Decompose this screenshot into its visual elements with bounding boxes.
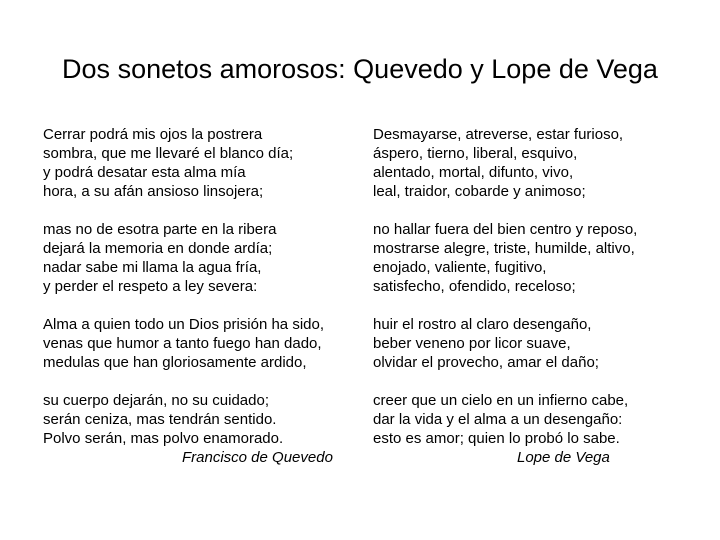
verse-line: serán ceniza, mas tendrán sentido. — [43, 411, 277, 428]
verse-line: Desmayarse, atreverse, estar furioso, — [373, 126, 624, 143]
stanza — [43, 391, 363, 467]
verse-line: nadar sabe mi llama la agua fría, — [43, 259, 262, 276]
verse-line: mostrarse alegre, triste, humilde, altivo, — [373, 240, 635, 257]
author-signature: Francisco de Quevedo — [182, 449, 333, 466]
stanza — [373, 391, 693, 467]
verse-line: leal, traidor, cobarde y animoso; — [373, 183, 586, 200]
verse-line: olvidar el provecho, amar el daño; — [373, 354, 599, 371]
verse-line: medulas que han gloriosamente ardido, — [43, 354, 307, 371]
verse-line: creer que un cielo en un infierno cabe, — [373, 392, 629, 409]
verse-line: Cerrar podrá mis ojos la postrera — [43, 126, 263, 143]
verse-line: alentado, mortal, difunto, vivo, — [373, 164, 574, 181]
verse-line: no hallar fuera del bien centro y reposo, — [373, 221, 638, 238]
verse-line: dar la vida y el alma a un desengaño: — [373, 411, 623, 428]
verse-line: beber veneno por licor suave, — [373, 335, 571, 352]
verse-line: esto es amor; quien lo probó lo sabe. — [373, 430, 620, 447]
stanza — [373, 125, 693, 201]
verse-line: satisfecho, ofendido, receloso; — [373, 278, 576, 295]
verse-line: su cuerpo dejarán, no su cuidado; — [43, 392, 269, 409]
verse-line: y perder el respeto a ley severa: — [43, 278, 258, 295]
verse-line: enojado, valiente, fugitivo, — [373, 259, 547, 276]
stanza — [43, 220, 363, 296]
stanza — [43, 315, 363, 372]
verse-line: y podrá desatar esta alma mía — [43, 164, 246, 181]
verse-line: venas que humor a tanto fuego han dado, — [43, 335, 322, 352]
verse-line: hora, a su afán ansioso linsojera; — [43, 183, 264, 200]
stanza — [43, 125, 363, 201]
verse-line: Alma a quien todo un Dios prisión ha sido, — [43, 316, 325, 333]
verse-line: huir el rostro al claro desengaño, — [373, 316, 592, 333]
page-title: Dos sonetos amorosos: Quevedo y Lope de Vega — [62, 54, 658, 84]
stanza — [373, 315, 693, 372]
verse-line: Polvo serán, mas polvo enamorado. — [43, 430, 284, 447]
verse-line: sombra, que me llevaré el blanco día; — [43, 145, 294, 162]
quevedo-sonnet — [43, 125, 363, 467]
verse-line: mas no de esotra parte en la ribera — [43, 221, 277, 238]
verse-line: áspero, tierno, liberal, esquivo, — [373, 145, 578, 162]
stanza — [373, 220, 693, 296]
author-signature: Lope de Vega — [517, 449, 610, 466]
lope-sonnet — [373, 125, 693, 467]
verse-line: dejará la memoria en donde ardía; — [43, 240, 273, 257]
